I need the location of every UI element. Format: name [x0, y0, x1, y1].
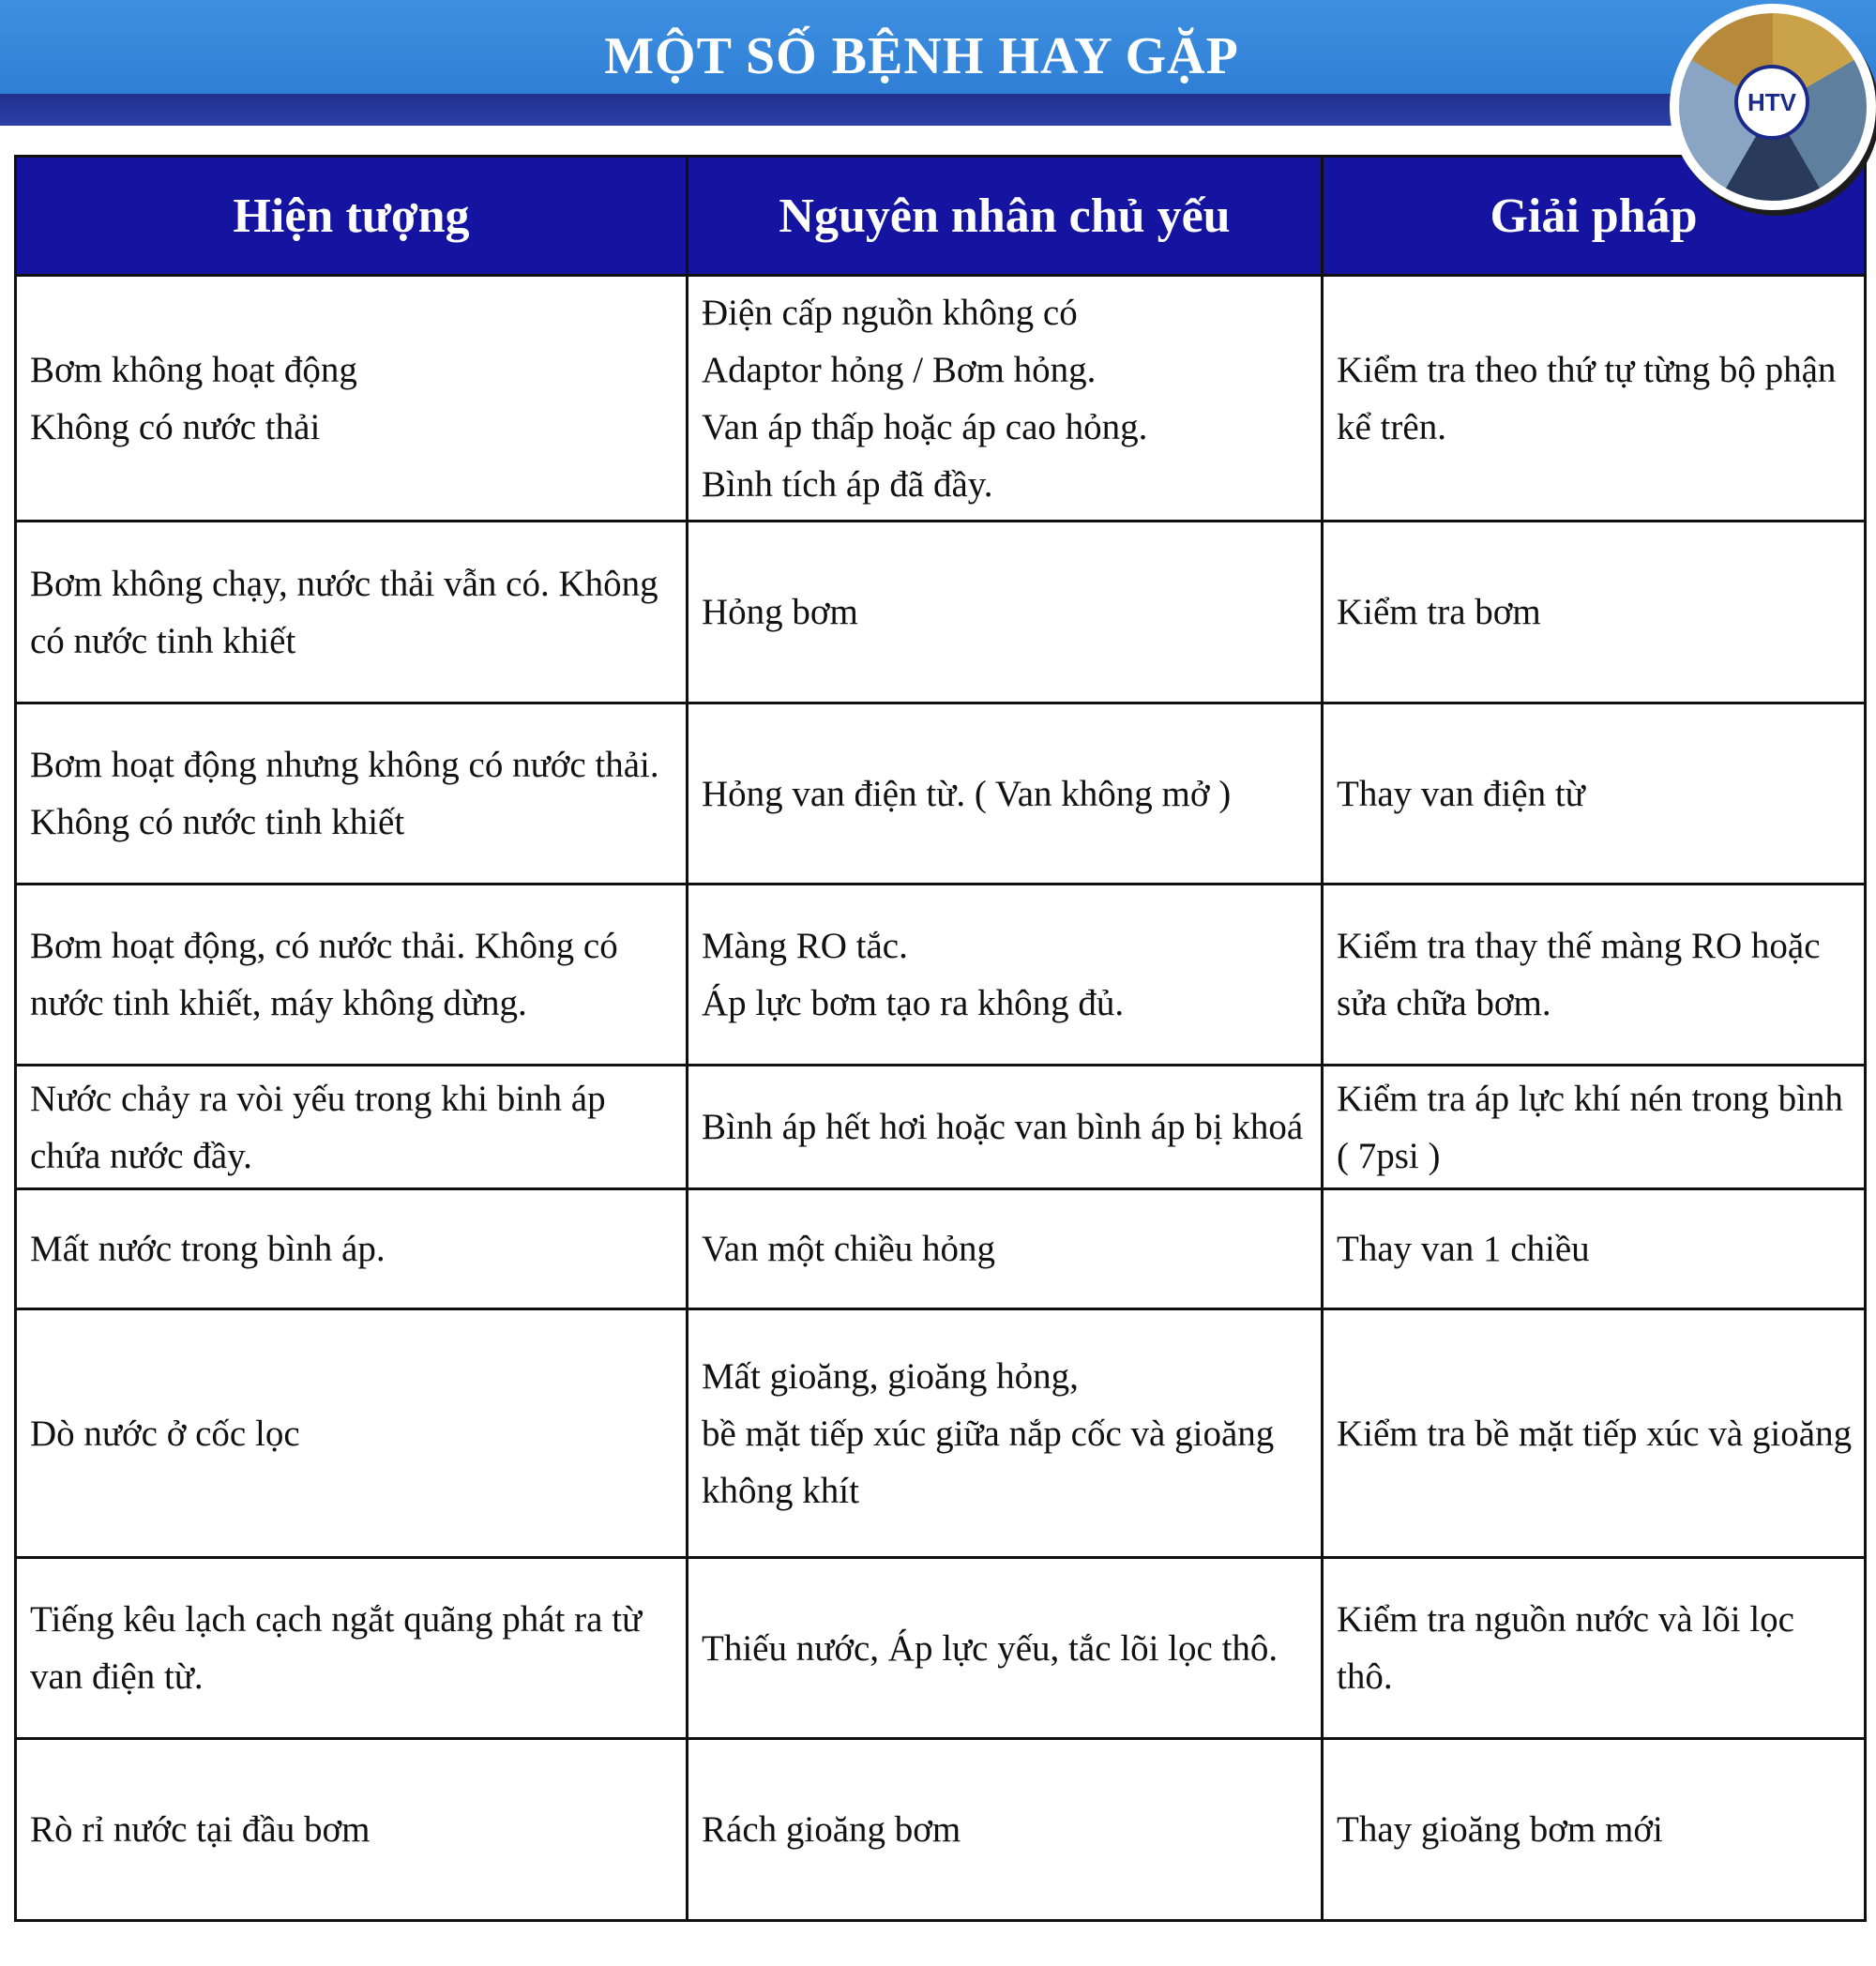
cause-cell: Màng RO tắc. Áp lực bơm tạo ra không đủ.: [688, 885, 1323, 1066]
column-header-symptom: Hiện tượng: [16, 157, 688, 276]
table-row: [16, 703, 1866, 885]
cause-cell: Hỏng van điện từ. ( Van không mở ): [688, 703, 1323, 885]
symptom-cell: Dò nước ở cốc lọc: [16, 1309, 688, 1558]
table-row: [16, 885, 1866, 1066]
solution-cell: Thay gioăng bơm mới: [1323, 1739, 1866, 1921]
solution-cell: Thay van điện từ: [1323, 703, 1866, 885]
symptom-cell: Nước chảy ra vòi yếu trong khi binh áp chứa nước đầy.: [16, 1066, 688, 1189]
symptom-cell: Mất nước trong bình áp.: [16, 1189, 688, 1309]
symptom-cell: Bơm không chạy, nước thải vẫn có. Không có nước tinh khiết: [16, 522, 688, 703]
solution-cell: Kiểm tra áp lực khí nén trong bình ( 7psi ): [1323, 1066, 1866, 1189]
cause-cell: Thiếu nước, Áp lực yếu, tắc lõi lọc thô.: [688, 1558, 1323, 1739]
table-row: [16, 1189, 1866, 1309]
solution-cell: Kiểm tra theo thứ tự từng bộ phận kể trên.: [1323, 276, 1866, 522]
symptom-cell: Bơm hoạt động, có nước thải. Không có nước tinh khiết, máy không dừng.: [16, 885, 688, 1066]
cause-cell: Bình áp hết hơi hoặc van bình áp bị khoá: [688, 1066, 1323, 1189]
solution-cell: Kiểm tra bơm: [1323, 522, 1866, 703]
table-row: [16, 1309, 1866, 1558]
htv-logo-text: HTV: [1734, 65, 1809, 140]
cause-cell: Điện cấp nguồn không có Adaptor hỏng / Bơm hỏng. Van áp thấp hoặc áp cao hỏng. Bình tích áp đã đầy.: [688, 276, 1323, 522]
table-row: [16, 1558, 1866, 1739]
cause-cell: Hỏng bơm: [688, 522, 1323, 703]
solution-cell: Kiểm tra bề mặt tiếp xúc và gioăng: [1323, 1309, 1866, 1558]
table-row: [16, 276, 1866, 522]
cause-cell: Van một chiều hỏng: [688, 1189, 1323, 1309]
column-header-solution: Giải pháp: [1323, 157, 1866, 276]
table-header-row: [16, 157, 1866, 276]
symptom-cell: Bơm không hoạt động Không có nước thải: [16, 276, 688, 522]
symptom-cell: Rò rỉ nước tại đầu bơm: [16, 1739, 688, 1921]
symptom-cell: Bơm hoạt động nhưng không có nước thải. Không có nước tinh khiết: [16, 703, 688, 885]
troubleshooting-table: [14, 155, 1867, 1922]
table-row: [16, 522, 1866, 703]
column-header-cause: Nguyên nhân chủ yếu: [688, 157, 1323, 276]
page-title: MỘT SỐ BỆNH HAY GẶP: [604, 27, 1239, 85]
htv-logo: [1670, 4, 1876, 210]
solution-cell: Thay van 1 chiều: [1323, 1189, 1866, 1309]
table-row: [16, 1066, 1866, 1189]
cause-cell: Mất gioăng, gioăng hỏng, bề mặt tiếp xúc giữa nắp cốc và gioăng không khít: [688, 1309, 1323, 1558]
symptom-cell: Tiếng kêu lạch cạch ngắt quãng phát ra từ van điện từ.: [16, 1558, 688, 1739]
solution-cell: Kiểm tra nguồn nước và lõi lọc thô.: [1323, 1558, 1866, 1739]
table-area: [0, 155, 1876, 1966]
solution-cell: Kiểm tra thay thế màng RO hoặc sửa chữa bơm.: [1323, 885, 1866, 1066]
table-row: [16, 1739, 1866, 1921]
cause-cell: Rách gioăng bơm: [688, 1739, 1323, 1921]
